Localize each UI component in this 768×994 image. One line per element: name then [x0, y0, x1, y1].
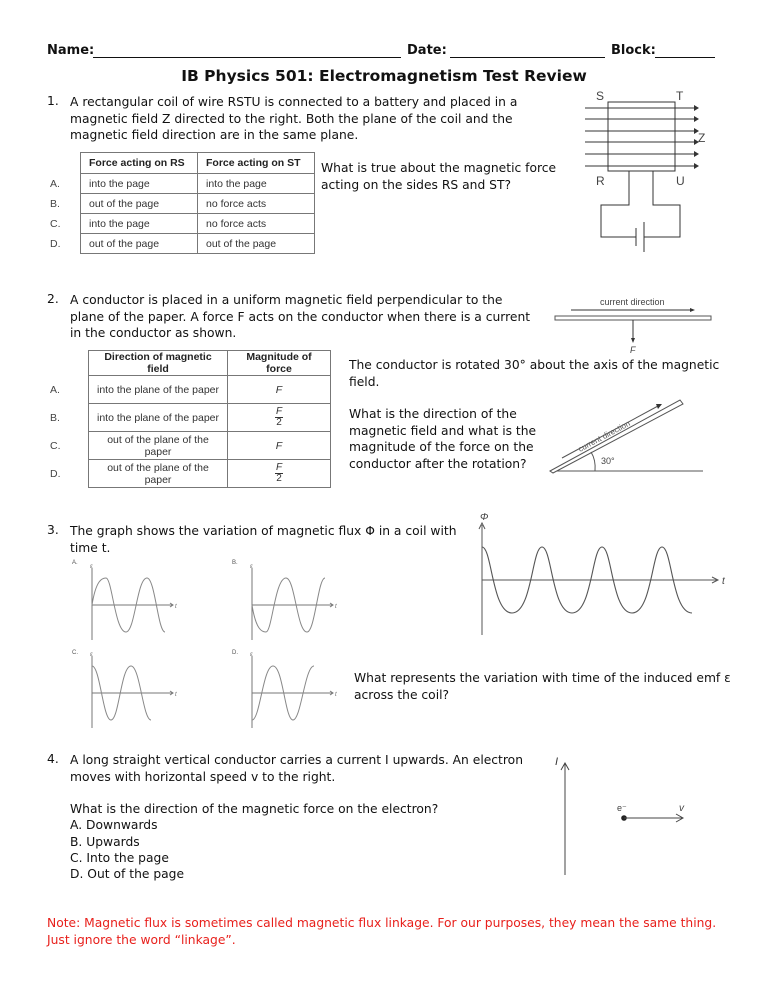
q2-prompt-rotation: The conductor is rotated 30° about the axis of the magnetic field. [349, 358, 720, 389]
q1-header-rs: Force acting on RS [81, 153, 198, 174]
q3-text: The graph shows the variation of magnetic flux Φ in a coil with time t. [70, 524, 457, 555]
q3-number: 3. [47, 523, 59, 537]
q2-option-row[interactable] [50, 404, 331, 432]
label-z: Z [698, 131, 706, 145]
time-axis-label: t [335, 604, 337, 610]
q4-prompt: What is the direction of the magnetic force on the electron? [70, 802, 439, 816]
name-field[interactable] [93, 43, 401, 58]
q1-cell-st: out of the page [198, 234, 315, 254]
time-axis-label: t [175, 604, 177, 610]
page-title: IB Physics 501: Electromagnetism Test Review [181, 67, 587, 85]
fraction-denominator: 2 [276, 417, 282, 428]
note-line-2: Just ignore the word “linkage”. [47, 933, 236, 947]
date-label: Date: [407, 43, 447, 58]
q2-number: 2. [47, 292, 59, 306]
name-label: Name: [47, 43, 95, 58]
q1-cell-st: into the page [198, 174, 315, 194]
q1-options-table [50, 152, 315, 254]
time-axis-label: t [722, 576, 725, 587]
rotated-current-label: current direction [576, 418, 632, 454]
q3-option-d-graph[interactable] [245, 650, 355, 730]
emf-axis-label: ε [90, 652, 93, 658]
q3-option-c-graph[interactable] [85, 650, 195, 730]
q4-choice-b[interactable]: B. Upwards [70, 835, 140, 849]
q4-choice-d[interactable]: D. Out of the page [70, 867, 185, 881]
q2-option-label: D. [50, 467, 61, 480]
velocity-label: v [679, 803, 684, 814]
fraction-denominator: 2 [276, 473, 282, 484]
block-label: Block: [611, 43, 656, 58]
q3-option-a-label: A. [72, 560, 78, 566]
q1-cell-rs: into the page [81, 174, 198, 194]
q1-option-row[interactable] [50, 214, 315, 234]
date-field[interactable] [450, 43, 605, 58]
q2-text: A conductor is placed in a uniform magnetic field perpendicular to the plane of the paper. A force F acts on the conductor when there is a current in the conductor as shown. [70, 293, 531, 340]
q1-option-row[interactable] [50, 194, 315, 214]
q3-option-d-label: D. [232, 650, 238, 656]
q4-choice-c[interactable]: C. Into the page [70, 851, 169, 865]
q1-header-st: Force acting on ST [198, 153, 315, 174]
angle-label: 30° [601, 456, 615, 466]
q3-option-c-label: C. [72, 650, 78, 656]
q2-option-label: C. [50, 439, 61, 452]
q1-option-row[interactable] [50, 234, 315, 254]
q1-number: 1. [47, 94, 59, 108]
q2-cell-magnitude: F [228, 432, 331, 460]
q4-text: A long straight vertical conductor carries a current I upwards. An electron moves with horizontal speed v to the right. [70, 753, 523, 784]
q1-text: A rectangular coil of wire RSTU is connected to a battery and placed in a magnetic field Z directed to the right. Both the plane of the coil and the magnetic field direction are in the same plane. [70, 95, 518, 142]
current-label: I [555, 756, 559, 768]
q1-option-row[interactable] [50, 174, 315, 194]
q4-conductor-diagram [540, 750, 700, 880]
q2-cell-magnitude [228, 404, 331, 432]
q1-option-label: C. [50, 217, 61, 230]
q2-header-direction: Direction of magnetic field [89, 351, 228, 376]
q1-cell-st: no force acts [198, 194, 315, 214]
q1-cell-rs: into the page [81, 214, 198, 234]
current-direction-label: current direction [600, 297, 665, 307]
q1-option-label: D. [50, 237, 61, 250]
q2-option-row[interactable] [50, 376, 331, 404]
q4-number: 4. [47, 752, 59, 766]
q2-conductor-diagram [540, 290, 720, 360]
label-t: T [676, 89, 684, 103]
q1-prompt: What is true about the magnetic force acting on the sides RS and ST? [321, 161, 557, 192]
q2-cell-magnitude [228, 460, 331, 488]
q2-options-table [50, 350, 331, 488]
fraction-numerator: F [275, 462, 283, 473]
label-u: U [676, 174, 685, 188]
q1-option-label: B. [50, 197, 60, 210]
emf-axis-label: ε [90, 564, 93, 570]
q3-option-a-graph[interactable] [85, 560, 195, 640]
fraction-numerator: F [275, 406, 283, 417]
q3-prompt: What represents the variation with time of the induced emf ε across the coil? [354, 671, 731, 702]
q2-cell-magnitude: F [228, 376, 331, 404]
q2-cell-direction: out of the plane of the paper [89, 460, 228, 488]
label-r: R [596, 174, 605, 188]
q2-option-row[interactable] [50, 460, 331, 488]
force-label: F [630, 345, 636, 355]
q1-cell-rs: out of the page [81, 194, 198, 214]
q3-option-b-graph[interactable] [245, 560, 355, 640]
label-s: S [596, 89, 605, 103]
time-axis-label: t [175, 692, 177, 698]
q3-option-b-label: B. [232, 560, 238, 566]
q1-coil-diagram [560, 80, 720, 260]
q2-rotated-diagram [540, 390, 720, 480]
q4-choice-a[interactable]: A. Downwards [70, 818, 158, 832]
q2-cell-direction: into the plane of the paper [89, 376, 228, 404]
q2-header-magnitude: Magnitude of force [228, 351, 331, 376]
emf-axis-label: ε [250, 564, 253, 570]
q1-option-label: A. [50, 177, 60, 190]
flux-axis-label: Φ [480, 512, 489, 523]
q2-prompt-question: What is the direction of the magnetic field and what is the magnitude of the force on the conductor after the rotation? [349, 407, 537, 471]
q2-cell-direction: out of the plane of the paper [89, 432, 228, 460]
electron-label: e⁻ [617, 803, 627, 813]
q1-cell-rs: out of the page [81, 234, 198, 254]
q2-cell-direction: into the plane of the paper [89, 404, 228, 432]
q2-option-row[interactable] [50, 432, 331, 460]
block-field[interactable] [655, 43, 715, 58]
time-axis-label: t [335, 692, 337, 698]
emf-axis-label: ε [250, 652, 253, 658]
q2-option-label: A. [50, 383, 60, 396]
note-line-1: Note: Magnetic flux is sometimes called magnetic flux linkage. For our purposes, they mean the same thing. [47, 916, 717, 930]
q1-cell-st: no force acts [198, 214, 315, 234]
q2-option-label: B. [50, 411, 60, 424]
q3-flux-graph [470, 505, 740, 635]
